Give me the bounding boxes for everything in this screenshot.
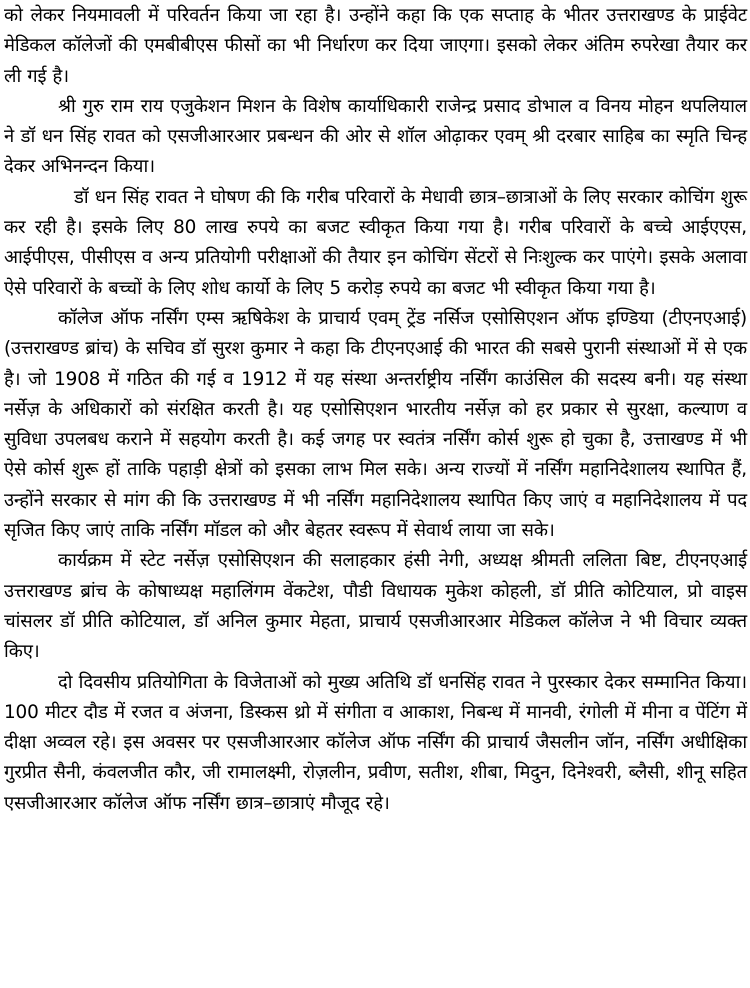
paragraph-speakers: कार्यक्रम में स्टेट नर्सेज़ एसोसिएशन की सलाहकार हंसी नेगी, अध्यक्ष श्रीमती ललिता बिष्ट, टीएनएआई उत्तराखण्ड ब्रांच के कोषाध्यक्ष महालिंगम वेंकटेश, पौडी विधायक मुकेश कोहली, डॉ प्रीति कोटियाल, प्रो वाइस चांसलर डॉ प्रीति कोटियाल, डॉ अनिल कुमार मेहता, प्राचार्य एसजीआरआर मेडिकल कॉलेज ने भी विचार व्यक्त किए। <box>4 550 747 663</box>
paragraph-coaching-announcement: डॉ धन सिंह रावत ने घोषण की कि गरीब परिवारों के मेधावी छात्र–छात्राओं के लिए सरकार कोचिंग शुरू कर रही है। इसके लिए 80 लाख रुपये का बजट स्वीकृत किया गया है। गरीब परिवारों के बच्चे आईएएस, आईपीएस, पीसीएस व अन्य प्रतियोगी परीक्षाओं की तैयार इन कोचिंग सेंटरों से निःशुल्क कर पाएंगे। इसके अलावा ऐसे परिवारों के बच्चों के लिए शोध कार्यो के लिए 5 करोड़ रुपये का बजट भी स्वीकृत किया गया है। <box>4 186 747 299</box>
paragraph-tnai-secretary: कॉलेज ऑफ नर्सिंग एम्स ऋषिकेश के प्राचार्य एवम् ट्रेंड नर्सिज एसोसिएशन ऑफ इण्डिया (टीएनएआई) (उत्तराखण्ड ब्रांच) के सचिव डॉ सुरश कुमार ने कहा कि टीएनएआई की भारत की सबसे पुरानी संस्थाओं में से एक है। जो 1908 में गठित की गई व 1912 में यह संस्था अन्तर्राष्ट्रीय नर्सिंग काउंसिल की सदस्य बनी। यह संस्था नर्सेज़ के अधिकारों को संरक्षित करती है। यह एसोसिएशन भारतीय नर्सेज़ को हर प्रकार से सुरक्षा, कल्याण व सुविधा उपलबध कराने में सहयोग करती है। कई जगह पर स्वतंत्र नर्सिंग कोर्स शुरू हो चुका है, उत्ताखण्ड में भी ऐसे कोर्स शुरू हों ताकि पहाड़ी क्षेत्रों को इसका लाभ मिल सके। अन्य राज्यों में नर्सिंग महानिदेशालय स्थापित हैं, उन्होंने सरकार से मांग की कि उत्तराखण्ड में भी नर्सिंग महानिदेशालय स्थापित किए जाएं व महानिदेशालय में पद सृजित किए जाएं ताकि नर्सिंग मॉडल को और बेहतर स्वरूप में सेवार्थ लाया जा सके। <box>4 307 747 542</box>
paragraph-competition-winners: दो दिवसीय प्रतियोगिता के विजेताओं को मुख्य अतिथि डॉ धनसिंह रावत ने पुरस्कार देकर सम्मानित किया। 100 मीटर दौड में रजत व अंजना, डिस्कस थ्रो में संगीता व आकाश, निबन्ध में मानवी, रंगोली में मीना व पेंटिंग में दीक्षा अव्वल रहे। इस अवसर पर एसजीआरआर कॉलेज ऑफ नर्सिंग की प्राचार्य जैसलीन जॉन, नर्सिंग अधीक्षिका गुरप्रीत सैनी, कंवलजीत कौर, जी रामालक्ष्मी, रोज़लीन, प्रवीण, सतीश, शीबा, मिदुन, दिनेश्वरी, ब्लैसी, शीनू सहित एसजीआरआर कॉलेज ऑफ नर्सिंग छात्र–छात्राएं मौजूद रहे। <box>4 671 747 814</box>
paragraph-felicitation: श्री गुरु राम राय एजुकेशन मिशन के विशेष कार्याधिकारी राजेन्द्र प्रसाद डोभाल व विनय मोहन थपलियाल ने डॉ धन सिंह रावत को एसजीआरआर प्रबन्धन की ओर से शॉल ओढ़ाकर एवम् श्री दरबार साहिब का स्मृति चिन्ह देकर अभिनन्दन किया। <box>4 95 747 178</box>
paragraph-rules-change: को लेकर नियमावली में परिवर्तन किया जा रहा है। उन्होंने कहा कि एक सप्ताह के भीतर उत्तराखण्ड के प्राईवेट मेडिकल कॉलेजों की एमबीबीएस फीसों का भी निर्धारण कर दिया जाएगा। इसको लेकर अंतिम रुपरेखा तैयार कर ली गई है। <box>4 5 747 87</box>
